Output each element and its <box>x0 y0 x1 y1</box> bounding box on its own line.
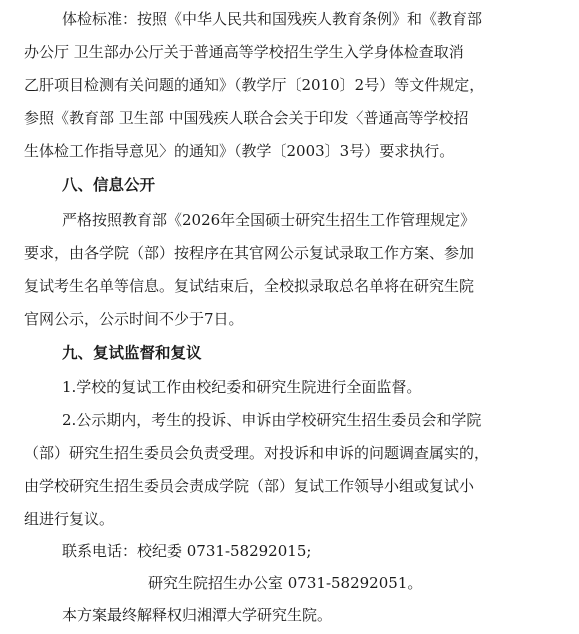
section-8-line-4: 官网公示，公示时间不少于7日。 <box>24 310 244 328</box>
contact-line-discipline: 联系电话：校纪委 0731-58292015; <box>62 542 312 560</box>
section-9-item-1: 1.学校的复试工作由校纪委和研究生院进行全面监督。 <box>62 378 422 396</box>
section-9-item-2-line-4: 组进行复议。 <box>24 510 115 528</box>
exam-standard-line-5: 生体检工作指导意见〉的通知》（教学〔2003〕3号）要求执行。 <box>24 142 455 160</box>
section-8-heading: 八、信息公开 <box>62 176 156 194</box>
section-8-line-3: 复试考生名单等信息。复试结束后，全校拟录取总名单将在研究生院 <box>24 277 475 295</box>
section-9-heading: 九、复试监督和复议 <box>62 344 202 362</box>
exam-standard-line-3: 乙肝项目检测有关问题的通知》（教学厅〔2010〕2号）等文件规定， <box>24 76 485 94</box>
contact-line-graduate-office: 研究生院招生办公室 0731-58292051。 <box>148 574 423 592</box>
exam-standard-line-1: 体检标准：按照《中华人民共和国残疾人教育条例》和《教育部 <box>62 10 483 28</box>
exam-standard-line-2: 办公厅 卫生部办公厅关于普通高等学校招生学生入学身体检查取消 <box>24 43 464 61</box>
final-interpretation-line: 本方案最终解释权归湘潭大学研究生院。 <box>62 606 333 624</box>
section-8-line-1: 严格按照教育部《2026年全国硕士研究生招生工作管理规定》 <box>62 211 476 229</box>
exam-standard-line-4: 参照《教育部 卫生部 中国残疾人联合会关于印发〈普通高等学校招 <box>24 109 469 127</box>
section-8-line-2: 要求，由各学院（部）按程序在其官网公示复试录取工作方案、参加 <box>24 244 475 262</box>
section-9-item-2-line-2: （部）研究生招生委员会负责受理。对投诉和申诉的问题调查属实的， <box>24 444 490 462</box>
section-9-item-2-line-1: 2.公示期内，考生的投诉、申诉由学校研究生招生委员会和学院 <box>62 411 482 429</box>
section-9-item-2-line-3: 由学校研究生招生委员会责成学院（部）复试工作领导小组或复试小 <box>24 477 475 495</box>
